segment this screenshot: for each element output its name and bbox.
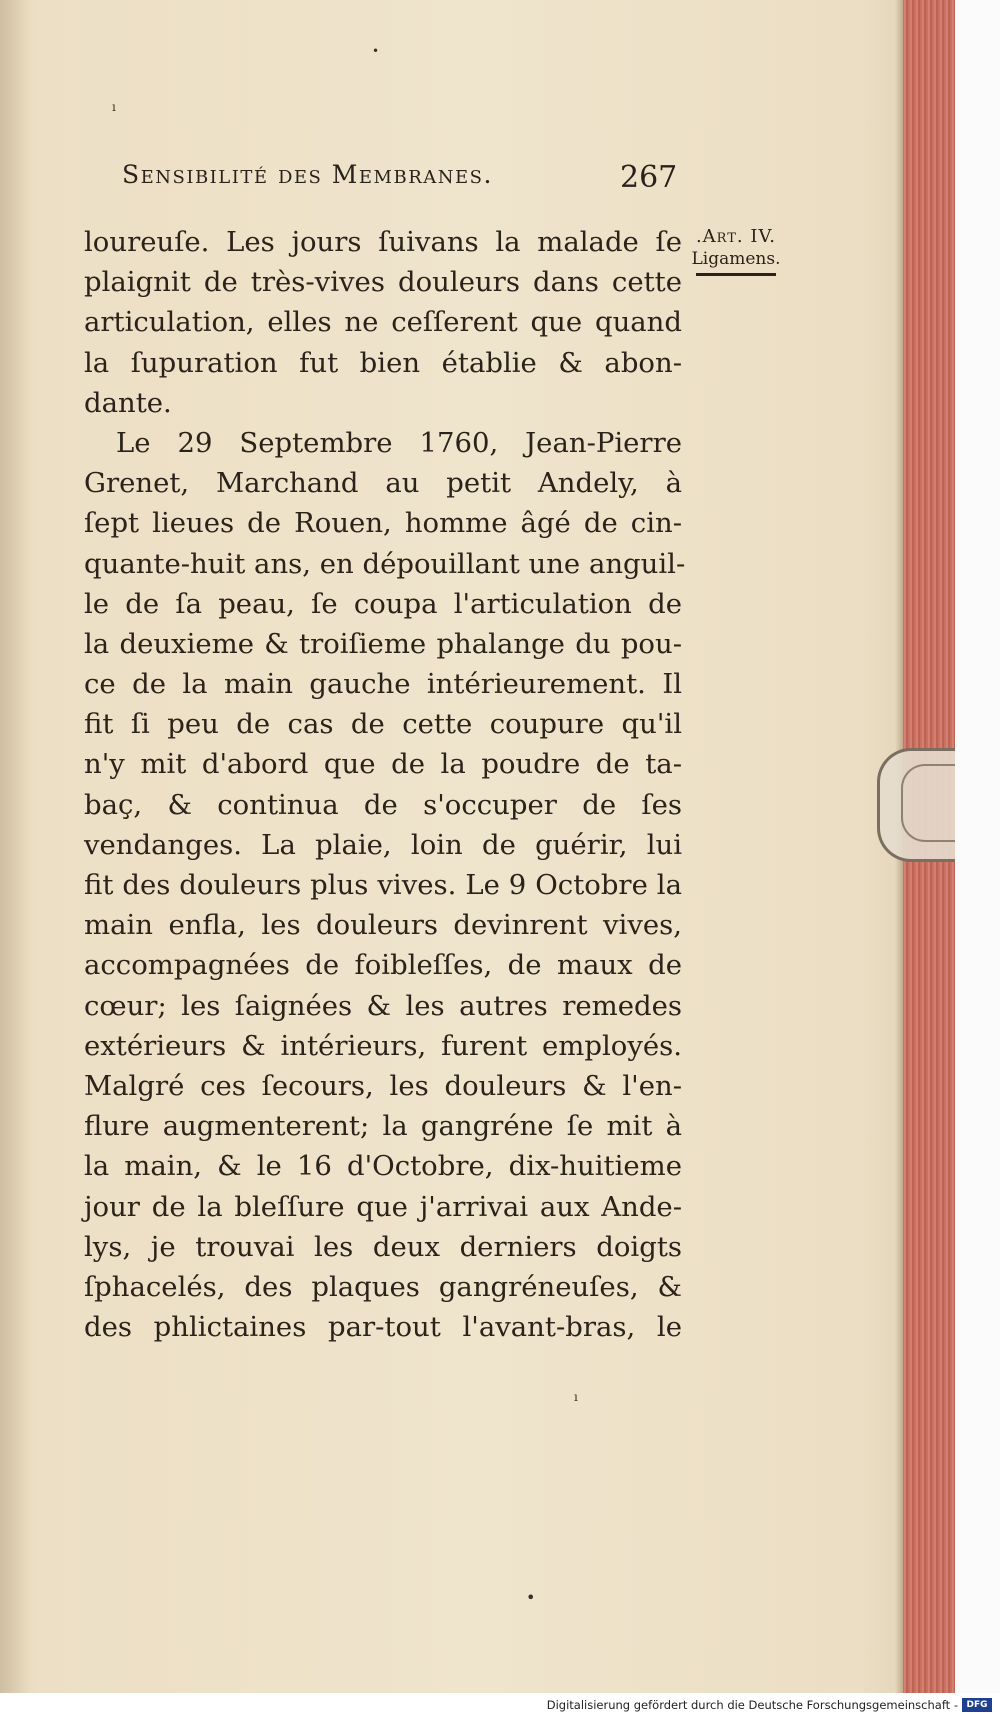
ink-speck: • [372,44,380,58]
margin-article: .Art. IV. [695,226,777,247]
text-line: cœur; les ſaignées & les autres remedes [84,989,682,1022]
text-line: ſept lieues de Rouen, homme âgé de cin- [84,507,682,540]
text-line: la main, & le 16 d'Octobre, dix-huitieme [84,1150,682,1183]
page-clip-inner [901,764,955,842]
text-line: des phlictaines par-tout l'avant-bras, le [84,1311,682,1344]
text-line: flure augmenterent; la gangréne ſe mit à [84,1110,682,1143]
text-line: Grenet, Marchand au petit Andely, à [84,467,682,500]
text-line: extérieurs & intérieurs, furent employés. [84,1029,682,1062]
margin-note [686,226,786,276]
text-line: baç, & continua de s'occuper de ſes [84,788,682,821]
body-text [84,222,686,1347]
text-line: articulation, elles ne ceſſerent que quand [84,306,682,339]
text-line: Le 29 Septembre 1760, Jean-Pierre [116,426,682,459]
gutter-shadow [0,0,30,1693]
funding-credit: Digitalisierung gefördert durch die Deutsche Forschungsgemeinschaft - [546,1698,958,1712]
text-line: n'y mit d'abord que de la poudre de ta- [84,748,682,781]
text-line: main enfla, les douleurs devinrent vives, [84,909,682,942]
running-title: Sensibilité des Membranes. [122,160,493,189]
ink-speck: ı [112,100,116,114]
text-line: le de ſa peau, ſe coupa l'articulation de [84,587,682,620]
running-head [122,160,682,189]
text-line: fit ſi peu de cas de cette coupure qu'il [84,708,682,741]
dfg-logo: DFG [962,1698,992,1712]
text-line: ce de la main gauche intérieurement. Il [84,668,682,701]
ink-speck: ı [574,1390,578,1404]
text-line: ſphacelés, des plaques gangréneuſes, & [84,1270,682,1303]
text-line: lys, je trouvai les deux derniers doigts [84,1230,682,1263]
text-line: plaignit de très-vives douleurs dans cette [84,266,682,299]
text-line: Malgré ces ſecours, les douleurs & l'en- [84,1069,682,1102]
text-line: vendanges. La plaie, loin de guérir, lui [84,828,682,861]
page-number: 267 [620,160,678,195]
margin-subject: Ligamens. [691,249,781,269]
text-line: loureuſe. Les jours ſuivans la malade ſe [84,226,682,258]
text-line: la deuxieme & troiſieme phalange du pou- [84,627,682,660]
text-line: accompagnées de foibleſſes, de maux de [84,949,682,982]
text-line: dante. [84,386,172,419]
text-line: la ſupuration fut bien établie & abon- [84,346,682,379]
text-line: jour de la bleſſure que j'arrivai aux Ande- [84,1190,682,1223]
margin-rule [696,273,776,276]
text-line: quante-huit ans, en dépouillant une anguil- [84,547,686,580]
text-line: fit des douleurs plus vives. Le 9 Octobre la [84,869,682,901]
footer-bar [0,1693,1000,1716]
ink-speck: • [526,1588,536,1607]
